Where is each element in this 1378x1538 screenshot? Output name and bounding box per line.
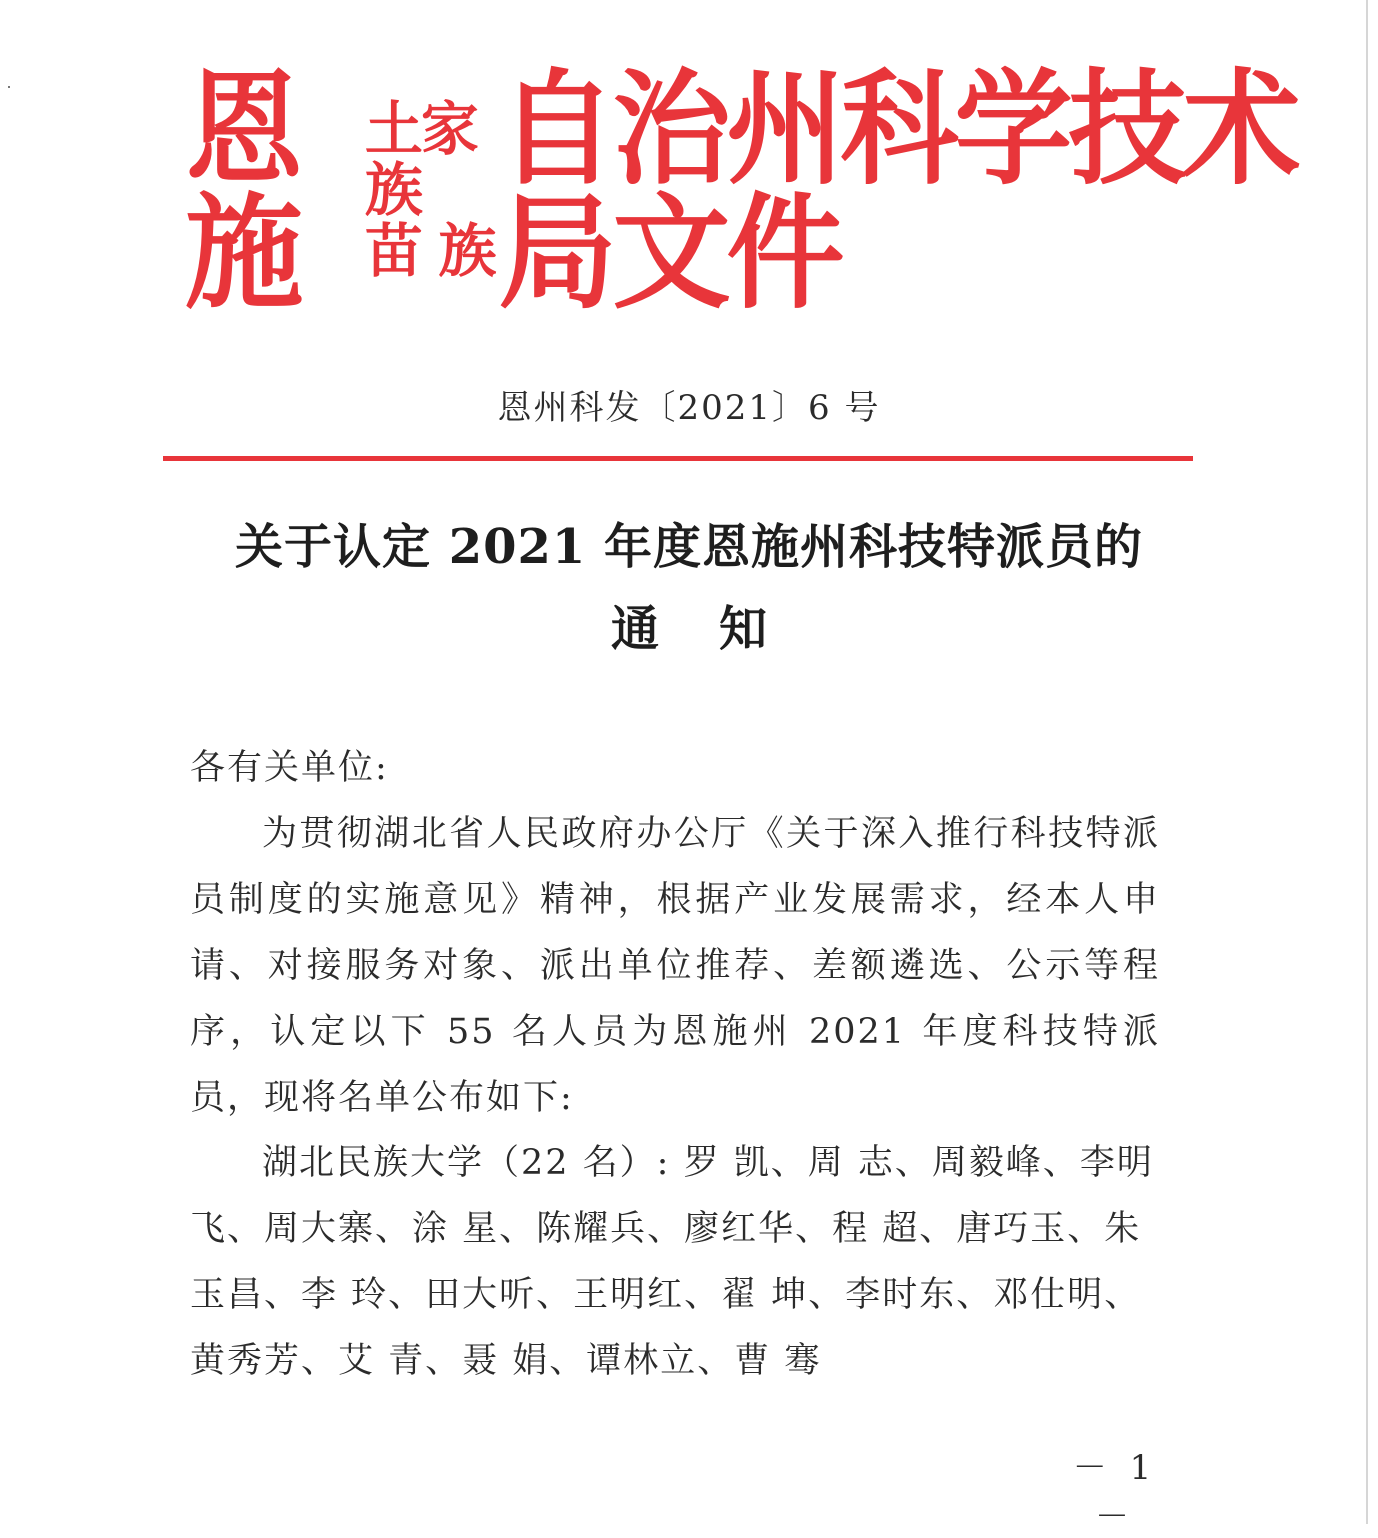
masthead-stack-top: 土家族: [364, 95, 477, 225]
masthead-stack-bottom-left: 苗: [364, 216, 421, 285]
document-number: 恩州科发〔2021〕6 号: [497, 388, 881, 428]
masthead-part1: 恩施: [185, 56, 300, 325]
scan-speck: [8, 86, 10, 88]
notice-title-line1: 关于认定 2021 年度恩施州科技特派员的: [234, 519, 1144, 575]
masthead-stack-bottom-right: 族: [438, 216, 495, 285]
red-divider-line: [163, 456, 1193, 461]
masthead-part2: 自治州科学技术局文件: [498, 56, 1297, 325]
red-masthead: [185, 56, 1378, 325]
body-paragraph-1: 为贯彻湖北省人民政府办公厅《关于深入推行科技特派员制度的实施意见》精神，根据产业发展需求，经本人申请、对接服务对象、派出单位推荐、差额遴选、公示等程序，认定以下 55 名人员为恩施州 2021 年度科技特派员，现将名单公布如下:: [190, 814, 1160, 1118]
masthead-ethnic-stack: [364, 95, 495, 285]
salutation: 各有关单位:: [190, 748, 389, 788]
body-paragraph-2: 湖北民族大学（22 名）: 罗 凯、周 志、周毅峰、李明飞、周大寨、涂 星、陈耀兵、廖红华、程 超、唐巧玉、朱玉昌、李 玲、田大听、王明红、翟 坤、李时东、邓仕明、黄秀芳、艾 青、聂 娟、谭林立、曹 骞: [190, 1143, 1154, 1381]
masthead-stack-bottom: [364, 216, 495, 285]
notice-title-line2: 通知: [610, 601, 827, 657]
page-number: － 1 －: [1072, 1448, 1158, 1537]
